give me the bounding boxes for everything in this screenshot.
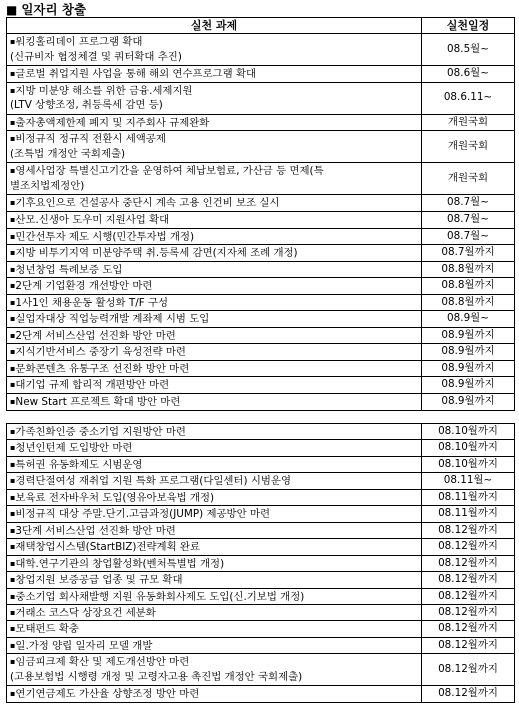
task-line: 3단계 서비스산업 선진화 방안 마련 [15,524,176,537]
task-cell [7,344,422,361]
task-text [10,229,421,245]
task-text [10,262,421,278]
schedule-cell: 08.8월까지 [422,261,515,278]
task-cell [7,163,422,195]
task-cell [7,34,422,66]
bullet-icon: ▪ [10,427,16,436]
table-row [7,278,515,295]
task-text [10,490,421,505]
schedule-cell: 08.9월까지 [422,377,515,394]
task-text [10,539,421,554]
task-cell [7,360,422,377]
task-line: 가족친화인증 중소기업 지원방안 마련 [15,426,186,438]
task-line: 청년창업 특례보증 도입 [15,263,123,276]
task-line: 문화콘텐츠 유통구조 선진화 방안 마련 [15,362,190,375]
task-text [10,131,421,147]
table-row [7,555,515,571]
task-line: 1사1인 채용운동 활성화 T/F 구성 [15,296,169,309]
task-table-1 [6,17,515,411]
bullet-icon: ▪ [10,134,16,144]
schedule-cell: 08.10월까지 [422,424,515,440]
bullet-icon: ▪ [10,330,16,340]
schedule-cell: 08.12월까지 [422,621,515,637]
schedule-cell: 08.12월까지 [422,555,515,571]
schedule-cell: 08.7월~ [422,212,515,229]
table-header-row [7,18,515,34]
bullet-icon: ▪ [10,509,16,519]
schedule-cell: 08.12월까지 [422,686,515,702]
schedule-cell: 08.7월까지 [422,245,515,262]
task-text [10,83,421,99]
task-line: 연기연금제도 가산율 상향조정 방안 마련 [15,688,200,701]
schedule-cell: 08.12월까지 [422,604,515,620]
schedule-cell: 08.8월까지 [422,294,515,311]
task-cell [7,686,422,702]
header-schedule: 실천일정 [422,18,515,34]
task-table-2 [6,423,515,703]
schedule-cell: 08.12월까지 [422,654,515,686]
task-line: 거래소 코스닥 상장요건 세분화 [15,606,156,619]
task-line: 청년인턴제 도입방안 마련 [15,442,133,455]
task-text [10,50,421,66]
schedule-cell: 08.12월까지 [422,588,515,604]
task-text [10,98,421,114]
task-text [10,424,421,439]
square-bullet-icon: ■ [6,3,18,17]
task-text [10,361,421,377]
task-line: 2단계 기업환경 개선방안 마련 [15,280,153,293]
task-text [10,473,421,488]
task-line: 지방 비투기지역 미분양주택 취.등록세 감면(지자체 조례 개정) [15,247,298,260]
task-line: 모태펀드 확충 [15,623,79,636]
table-row [7,539,515,555]
task-cell [7,212,422,229]
table-row [7,34,515,66]
table-row [7,686,515,702]
table-row [7,344,515,361]
task-text [10,670,421,685]
schedule-cell: 08.12월까지 [422,539,515,555]
task-line: 중소기업 회사채발행 지원 유동화회사제도 도입(신.기보법 개정) [15,590,305,603]
task-line: 특허권 유동화제도 시범운영 [15,458,143,471]
task-line: 2단계 서비스산업 선진화 방안 마련 [15,329,176,342]
task-text [10,195,421,211]
task-cell [7,82,422,114]
task-line: 일.가정 양립 일자리 모델 개발 [15,639,153,652]
bullet-icon: ▪ [10,37,16,46]
task-cell [7,311,422,328]
bullet-icon: ▪ [10,231,16,241]
bullet-icon: ▪ [10,476,16,486]
schedule-cell: 08.9월까지 [422,394,515,411]
task-line: 대기업 규제 합리적 개편방안 마련 [15,379,170,392]
task-cell [7,377,422,394]
task-line: (고용보험법 시행령 개정 및 고령자고용 촉진법 개정안 국회제출) [10,670,303,683]
task-line: 지식기반서비스 중장기 육성전략 마련 [15,346,186,359]
task-text [10,440,421,455]
header-task: 실천 과제 [7,18,422,34]
table-row [7,604,515,620]
bullet-icon: ▪ [10,314,16,324]
task-cell [7,278,422,295]
task-text [10,179,421,195]
task-text [10,506,421,521]
schedule-cell: 08.7월~ [422,228,515,245]
bullet-icon: ▪ [10,640,16,650]
schedule-cell: 08.10월까지 [422,440,515,456]
task-line: 재택창업시스템(StartBIZ)전략계획 완료 [15,541,201,554]
table-row [7,637,515,653]
task-text [10,115,421,131]
table-row [7,506,515,522]
task-cell [7,114,422,131]
bullet-icon: ▪ [10,380,16,390]
table-row [7,473,515,489]
bullet-icon: ▪ [10,264,16,274]
task-line: 출자총액제한제 폐지 및 지주회사 규제완화 [15,116,210,129]
schedule-cell: 08.9월~ [422,311,515,328]
bullet-icon: ▪ [10,558,16,568]
bullet-icon: ▪ [10,542,16,552]
bullet-icon: ▪ [10,624,16,634]
table-row [7,294,515,311]
task-text [10,34,421,50]
schedule-cell: 개원국회 [422,131,515,163]
bullet-icon: ▪ [10,281,16,291]
task-line: 워킹홀리데이 프로그램 확대 [15,36,143,48]
schedule-cell: 08.11월까지 [422,489,515,505]
task-cell [7,261,422,278]
task-text [10,457,421,472]
task-cell [7,588,422,604]
table-row [7,195,515,212]
bullet-icon: ▪ [10,657,16,667]
task-line: 창업지원 보증공급 업종 및 규모 확대 [15,574,183,587]
schedule-cell: 08.11월까지 [422,506,515,522]
table-row [7,66,515,83]
table-row [7,440,515,456]
task-cell [7,621,422,637]
task-cell [7,294,422,311]
task-line: 비정규직 정규직 전환시 세액공제 [15,133,166,146]
task-text [10,278,421,294]
task-line: (신규비자 협정체결 및 쿼터확대 추진) [10,50,182,63]
task-line: 영세사업장 특별신고기간을 운영하여 체납보험료, 가산금 등 면제(특 [15,165,324,178]
task-text [10,572,421,587]
task-text [10,147,421,163]
task-cell [7,489,422,505]
task-text [10,556,421,571]
bullet-icon: ▪ [10,459,16,469]
bullet-icon: ▪ [10,397,16,407]
bullet-icon: ▪ [10,166,16,176]
task-cell [7,195,422,212]
table-row [7,114,515,131]
task-cell [7,245,422,262]
table-row [7,377,515,394]
bullet-icon: ▪ [10,117,16,127]
table-row [7,245,515,262]
bullet-icon: ▪ [10,248,16,258]
table-row [7,588,515,604]
section-heading [6,2,86,18]
task-line: 비정규직 대상 주말.단기.고급과정(JUMP) 제공방안 마련 [15,508,270,521]
schedule-cell: 08.6.11~ [422,82,515,114]
task-cell [7,555,422,571]
task-line: 경력단절여성 재취업 지원 특화 프로그램(다일센터) 시범운영 [15,475,291,488]
bullet-icon: ▪ [10,492,16,502]
task-text [10,638,421,653]
task-text [10,245,421,261]
bullet-icon: ▪ [10,297,16,307]
task-text [10,589,421,604]
task-line: (LTV 상향조정, 취등록세 감면 등) [10,99,163,112]
bullet-icon: ▪ [10,69,16,79]
table-row [7,456,515,472]
schedule-cell: 08.9월까지 [422,360,515,377]
task-line: (조특법 개정안 국회제출) [10,147,126,160]
bullet-icon: ▪ [10,443,16,453]
schedule-cell: 08.6월~ [422,66,515,83]
task-text [10,605,421,620]
bullet-icon: ▪ [10,347,16,357]
task-line: 실업자대상 직업능력개발 계좌제 시범 도입 [15,313,210,326]
table-row [7,654,515,686]
bullet-icon: ▪ [10,525,16,535]
task-line: 글로벌 취업지원 사업을 통해 해외 연수프로그램 확대 [15,68,257,81]
task-text [10,328,421,344]
task-cell [7,654,422,686]
task-line: 보육료 전자바우처 도입(영유아보육법 개정) [15,491,215,504]
task-line: 지방 미분양 해소를 위한 금융.세제지원 [15,84,193,97]
task-line: 임금피크제 확산 및 제도개선방안 마련 [15,656,190,669]
bullet-icon: ▪ [10,607,16,617]
task-cell [7,456,422,472]
task-text [10,377,421,393]
bullet-icon: ▪ [10,85,16,95]
task-text [10,523,421,538]
task-cell [7,473,422,489]
task-text [10,654,421,669]
task-cell [7,604,422,620]
task-line: 민간선투자 제도 시행(민간투자법 개정) [15,230,195,243]
schedule-cell: 08.11월~ [422,473,515,489]
schedule-cell: 08.12월까지 [422,572,515,588]
task-line: 기후요인으로 건설공사 중단시 계속 고용 인건비 보조 실시 [15,197,280,210]
bullet-icon: ▪ [10,363,16,373]
task-text [10,212,421,228]
schedule-cell: 08.9월까지 [422,344,515,361]
table-row [7,163,515,195]
task-cell [7,539,422,555]
task-line: 산모.신생아 도우미 지원사업 확대 [15,214,170,227]
schedule-cell: 08.12월까지 [422,637,515,653]
bullet-icon: ▪ [10,591,16,601]
task-cell [7,572,422,588]
task-text [10,163,421,179]
task-cell [7,506,422,522]
table-row [7,228,515,245]
task-text [10,344,421,360]
table-gap [6,406,514,423]
bullet-icon: ▪ [10,198,16,208]
table-row [7,131,515,163]
schedule-cell: 08.5월~ [422,34,515,66]
schedule-cell: 08.7월~ [422,195,515,212]
task-line: New Start 프로젝트 확대 방안 마련 [15,396,181,409]
table-row [7,327,515,344]
table-row [7,360,515,377]
bullet-icon: ▪ [10,575,16,585]
task-text [10,311,421,327]
task-cell [7,228,422,245]
table-row [7,212,515,229]
table-row [7,261,515,278]
task-text [10,295,421,311]
task-cell [7,66,422,83]
table-row [7,311,515,328]
task-cell [7,424,422,440]
schedule-cell: 08.8월까지 [422,278,515,295]
task-text [10,686,421,701]
schedule-cell: 08.10월까지 [422,456,515,472]
task-text [10,621,421,636]
task-line: 별조치법제정안) [10,179,85,192]
schedule-cell: 08.9월까지 [422,327,515,344]
schedule-cell: 개원국회 [422,114,515,131]
task-cell [7,522,422,538]
task-line: 대학.연구기관의 창업활성화(벤처특별법 개정) [15,557,225,570]
task-cell [7,327,422,344]
bullet-icon: ▪ [10,689,16,699]
table-row [7,424,515,440]
task-text [10,66,421,82]
table-row [7,522,515,538]
section-title: 일자리 창출 [21,2,87,17]
schedule-cell: 08.12월까지 [422,522,515,538]
task-cell [7,131,422,163]
task-cell [7,637,422,653]
table-row [7,489,515,505]
table-row [7,572,515,588]
table-row [7,621,515,637]
bullet-icon: ▪ [10,215,16,225]
schedule-cell: 개원국회 [422,163,515,195]
task-cell [7,440,422,456]
table-row [7,82,515,114]
